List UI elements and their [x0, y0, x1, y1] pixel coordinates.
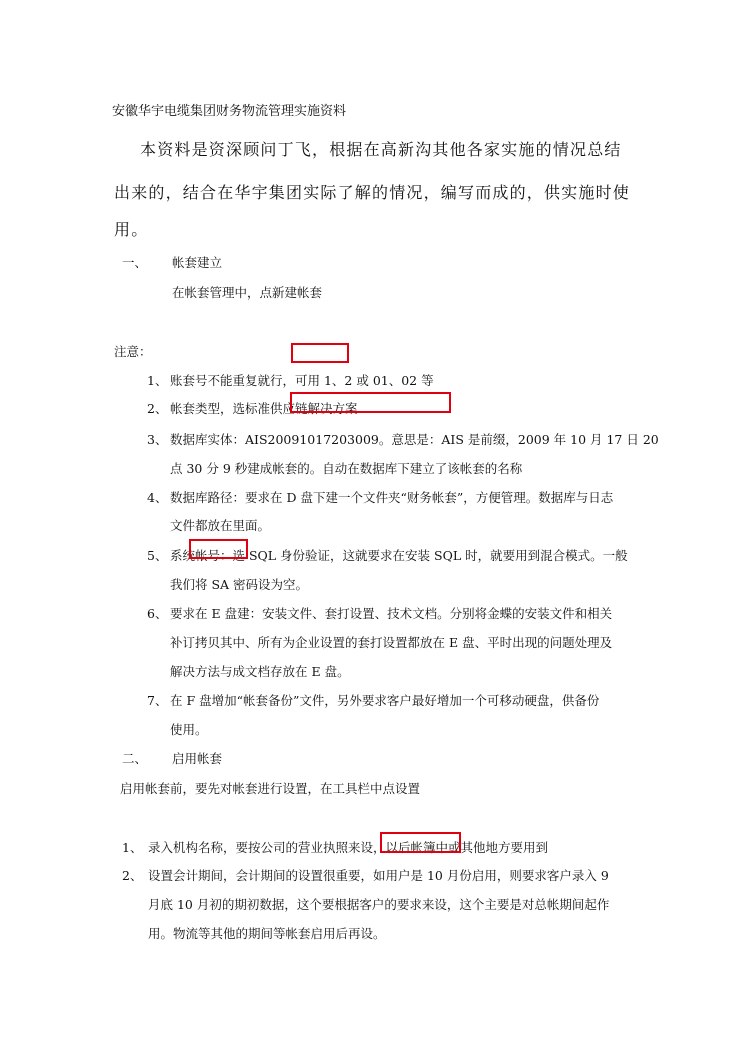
section-1-heading: 帐套建立	[172, 255, 223, 270]
note-1-line-1: 账套号不能重复就行，可用 1、2 或 01、02 等	[170, 373, 434, 388]
intro-line-1: 本资料是资深顾问丁飞，根据在高新沟其他各家实施的情况总结	[140, 140, 622, 159]
note-2-line-1: 帐套类型，选标准供应链解决方案	[170, 401, 358, 416]
note-6-number: 6、	[147, 606, 168, 621]
highlight-box-1	[291, 343, 349, 363]
note-3-line-1: 数据库实体：AIS20091017203009。意思是：AIS 是前缀，2009 年 10 月 17 日 20	[170, 432, 659, 447]
highlight-box-2	[290, 392, 451, 413]
notes-label: 注意：	[114, 344, 152, 359]
section-1-instruction: 在帐套管理中，点新建帐套	[172, 285, 323, 300]
note-7-line-2: 使用。	[170, 722, 208, 737]
section-2-instruction: 启用帐套前，要先对帐套进行设置，在工具栏中点设置	[120, 781, 421, 796]
step-2-line-2: 月底 10 月初的期初数据，这个要根据客户的要求来设，这个主要是对总帐期间起作	[148, 897, 610, 912]
note-2-number: 2、	[147, 401, 168, 416]
highlight-box-3	[189, 539, 248, 559]
note-4-line-2: 文件都放在里面。	[170, 518, 271, 533]
highlight-box-4	[380, 832, 461, 853]
step-2-line-1: 设置会计期间，会计期间的设置很重要，如用户是 10 月份启用，则要求客户录入 9	[148, 868, 609, 883]
note-6-line-3: 解决方法与成文档存放在 E 盘。	[170, 664, 350, 679]
section-2-heading: 启用帐套	[172, 751, 223, 766]
section-2-number: 二、	[122, 751, 148, 766]
note-4-number: 4、	[147, 490, 168, 505]
note-5-line-1: 系统帐号：选 SQL 身份验证，这就要求在安装 SQL 时，就要用到混合模式。一般	[170, 548, 628, 563]
note-5-line-2: 我们将 SA 密码设为空。	[170, 577, 309, 592]
note-3-number: 3、	[147, 432, 168, 447]
note-5-number: 5、	[147, 548, 168, 563]
note-7-line-1: 在 F 盘增加“帐套备份”文件，另外要求客户最好增加一个可移动硬盘，供备份	[170, 693, 600, 708]
note-6-line-1: 要求在 E 盘建：安装文件、套打设置、技术文档。分别将金蝶的安装文件和相关	[170, 606, 613, 621]
intro-line-3: 用。	[114, 220, 149, 239]
step-2-line-3: 用。物流等其他的期间等帐套启用后再设。	[148, 926, 386, 941]
note-3-line-2: 点 30 分 9 秒建成帐套的。自动在数据库下建立了该帐套的名称	[170, 461, 523, 476]
intro-line-2: 出来的，结合在华宇集团实际了解的情况，编写而成的，供实施时使	[114, 183, 631, 202]
section-1-number: 一、	[122, 255, 148, 270]
step-2-number: 2、	[122, 868, 143, 883]
document-title: 安徽华宇电缆集团财务物流管理实施资料	[112, 104, 347, 119]
note-1-number: 1、	[147, 373, 168, 388]
note-6-line-2: 补订拷贝其中、所有为企业设置的套打设置都放在 E 盘、平时出现的问题处理及	[170, 635, 613, 650]
note-7-number: 7、	[147, 693, 168, 708]
note-4-line-1: 数据库路径：要求在 D 盘下建一个文件夹“财务帐套”，方便管理。数据库与日志	[170, 490, 614, 505]
step-1-line-1: 录入机构名称，要按公司的营业执照来设，以后帐簿中或其他地方要用到	[148, 840, 549, 855]
step-1-number: 1、	[122, 840, 143, 855]
